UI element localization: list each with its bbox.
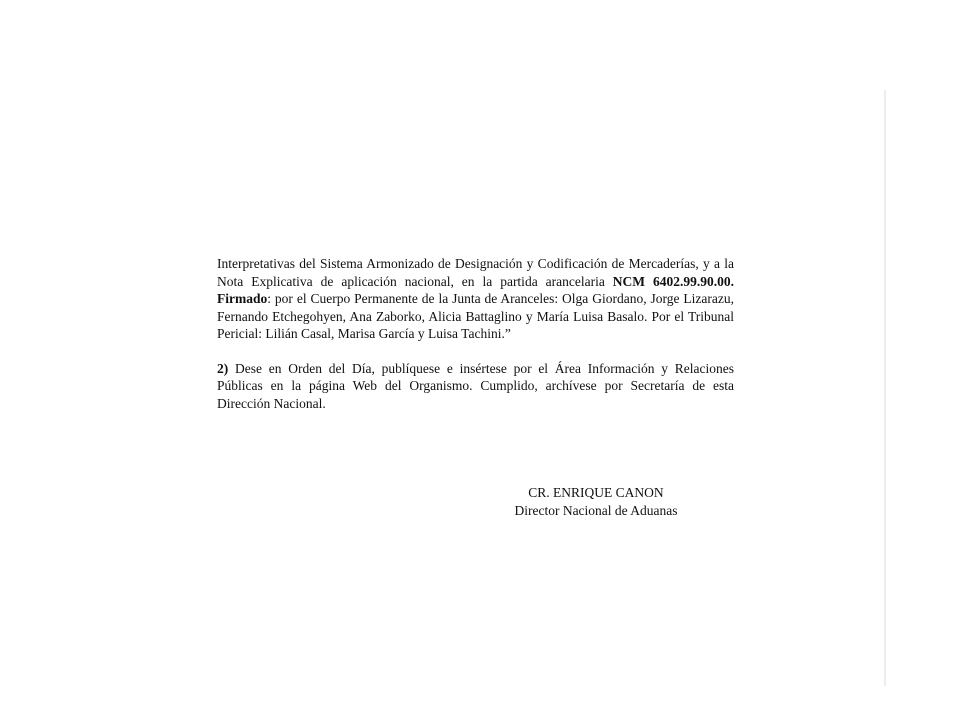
paragraph-2 bbox=[217, 360, 734, 413]
ncm-code: NCM 6402.99.90.00. bbox=[612, 273, 734, 289]
page-edge-divider bbox=[884, 90, 886, 686]
signatory-title: Director Nacional de Aduanas bbox=[514, 502, 678, 518]
signatory-name: CR. ENRIQUE CANON bbox=[528, 485, 664, 500]
paragraph-1-text-b: : por el Cuerpo Permanente de la Junta de Aranceles: Olga Giordano, Jorge Lizarazu, Fernando Etchegohyen, Ana Zaborko, Alicia Battaglino y María Luisa Basalo. Por el Tribunal Pericial: Lilián Casal, Marisa García y Luisa Tachini.” bbox=[217, 291, 734, 341]
paragraph-2-number: 2) bbox=[217, 360, 229, 376]
signature-block bbox=[490, 484, 702, 519]
paragraph-1 bbox=[217, 255, 734, 343]
document-body bbox=[217, 255, 734, 412]
paragraph-2-text: Dese en Orden del Día, publíquese e insértese por el Área Información y Relaciones Públicas en la página Web del Organismo. Cumplido, archívese por Secretaría de esta Dirección Nacional. bbox=[217, 360, 734, 411]
firmado-label: Firmado bbox=[217, 291, 268, 306]
paragraph-1-text-a: Interpretativas del Sistema Armonizado de Designación y Codificación de Mercaderías, y a la Nota Explicativa de aplicación nacional, en la partida arancelaria bbox=[217, 256, 734, 289]
